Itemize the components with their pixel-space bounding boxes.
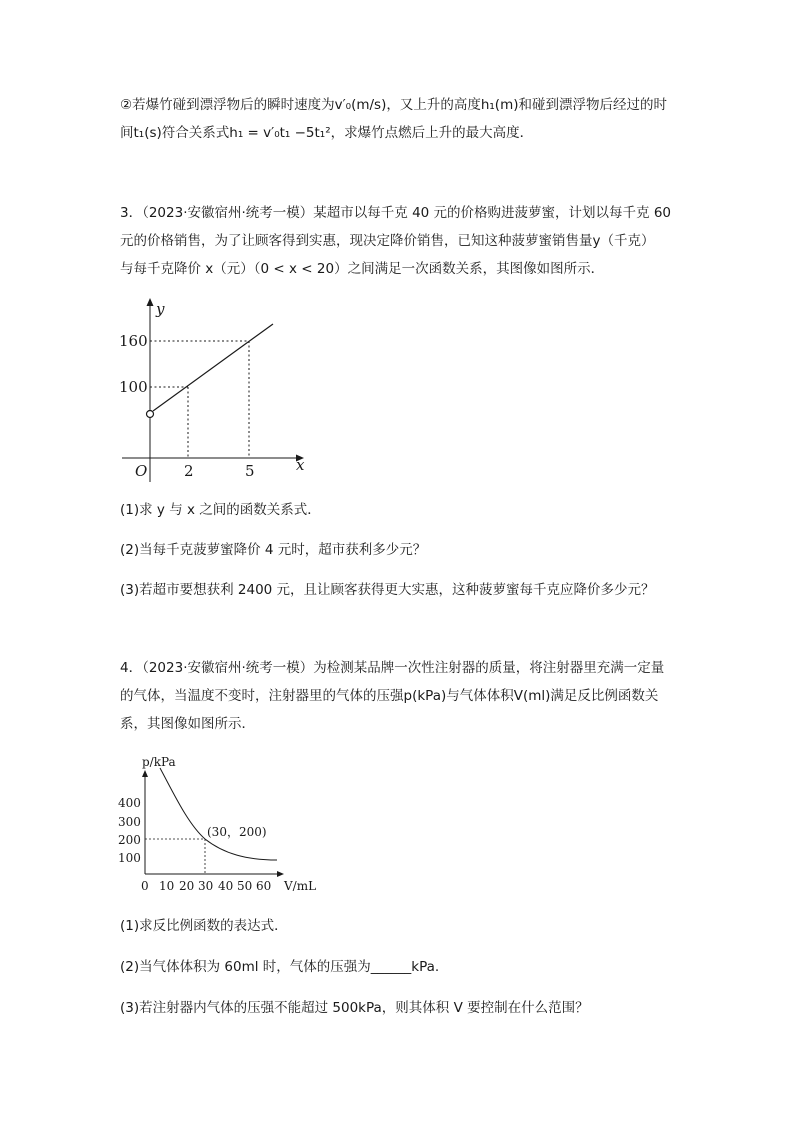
part2-line1: ②若爆竹碰到漂浮物后的瞬时速度为v′₀(m/s)，又上升的高度h₁(m)和碰到漂浮物后经过的时: [120, 97, 667, 113]
q3-y-tick-160: 160: [119, 332, 148, 350]
q3-line3: 与每千克降价 x（元）（0 < x < 20）之间满足一次函数关系，其图像如图所示．: [120, 261, 605, 277]
q3-x-label: x: [296, 456, 305, 474]
q4-line1: 4．（2023·安徽宿州·统考一模）为检测某品牌一次性注射器的质量，将注射器里充满一定量: [120, 660, 665, 676]
q3-y-tick-100: 100: [119, 378, 148, 396]
q4-line2: 的气体，当温度不变时，注射器里的气体的压强p(kPa)与气体体积V(ml)满足反比例函数关: [120, 688, 659, 704]
q3-line1: 3．（2023·安徽宿州·统考一模）某超市以每千克 40 元的价格购进菠萝蜜，计划以每千克 60: [120, 205, 672, 221]
q3-line2: 元的价格销售，为了让顾客得到实惠，现决定降价销售，已知这种菠萝蜜销售量y（千克）: [120, 233, 655, 249]
q4-sub2: (2)当气体体积为 60ml 时，气体的压强为______kPa.: [120, 959, 440, 975]
q3-y-label: y: [156, 300, 165, 318]
q4-inverse-graph: [112, 750, 322, 895]
q3-origin-label: O: [135, 462, 148, 480]
q4-sub3: (3)若注射器内气体的压强不能超过 500kPa，则其体积 V 要控制在什么范围？: [120, 1000, 589, 1016]
q4-y-label: p/kPa: [142, 755, 176, 769]
q4-x-tick-60: 60: [256, 879, 272, 893]
q4-y-tick-100: 100: [118, 851, 141, 865]
q3-sub3: (3)若超市要想获利 2400 元，且让顾客获得更大实惠，这种菠萝蜜每千克应降价多少元？: [120, 582, 655, 598]
q3-x-tick-2: 2: [184, 462, 194, 480]
q4-sub1: (1)求反比例函数的表达式．: [120, 918, 288, 934]
q4-y-tick-300: 300: [118, 815, 141, 829]
q4-y-arrow: [142, 770, 148, 777]
q4-x-tick-20: 20: [179, 879, 195, 893]
q3-sub1: (1)求 y 与 x 之间的函数关系式．: [120, 502, 321, 518]
q3-open-point: [147, 411, 154, 418]
q3-function-line: [153, 324, 273, 411]
q4-x-tick-50: 50: [237, 879, 253, 893]
q3-y-arrow: [147, 298, 154, 306]
q4-x-label: V/mL: [284, 879, 317, 893]
q3-linear-graph: [118, 290, 318, 485]
q4-x-tick-30: 30: [198, 879, 214, 893]
q3-sub2: (2)当每千克菠萝蜜降价 4 元时，超市获利多少元？: [120, 542, 427, 558]
q4-point-label: (30，200): [207, 825, 267, 839]
q4-x-tick-0: 0: [141, 879, 149, 893]
q4-x-arrow: [277, 871, 284, 877]
q3-x-tick-5: 5: [245, 462, 255, 480]
q4-x-tick-40: 40: [218, 879, 234, 893]
q4-y-tick-200: 200: [118, 833, 141, 847]
q4-x-tick-10: 10: [159, 879, 175, 893]
q4-y-tick-400: 400: [118, 796, 141, 810]
q4-inverse-curve: [160, 768, 277, 860]
q4-line3: 系，其图像如图所示．: [120, 716, 255, 732]
part2-line2: 间t₁(s)符合关系式h₁ = v′₀t₁ −5t₁²，求爆竹点燃后上升的最大高度．: [120, 125, 534, 141]
